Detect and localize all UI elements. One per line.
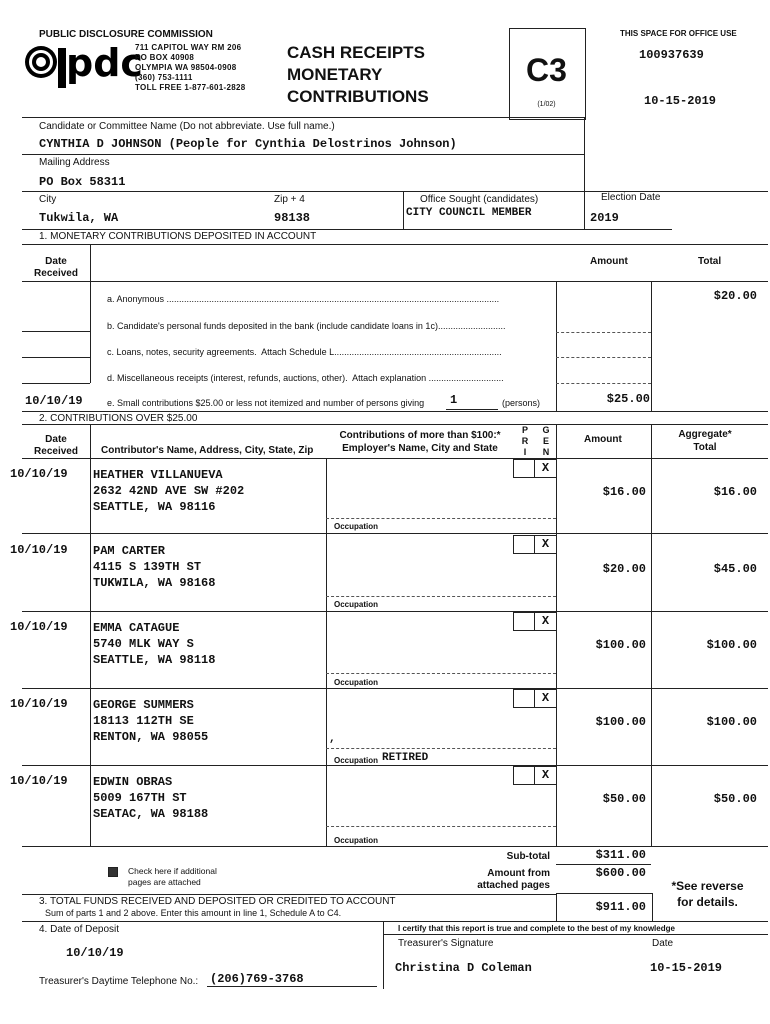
total-funds: $911.00 xyxy=(595,900,646,914)
contributor-name: HEATHER VILLANUEVA xyxy=(93,468,223,482)
row1-date: 10/10/19 xyxy=(10,467,68,481)
employer-header xyxy=(330,429,510,455)
contributor-header: Contributor's Name, Address, City, State, Zip xyxy=(101,445,314,456)
row3-occupation-label: Occupation xyxy=(334,678,379,687)
address-line: PO BOX 40908 xyxy=(135,53,195,62)
contributor-address: 5740 MLK WAY S xyxy=(93,637,194,651)
signature-label: Treasurer's Signature xyxy=(398,938,494,949)
section2-date-header xyxy=(22,434,90,458)
attached-pages-label xyxy=(440,868,550,892)
label-line: pages are attached xyxy=(128,877,201,887)
row4-employer: , xyxy=(329,733,336,745)
candidate-name-label: Candidate or Committee Name (Do not abbreviate. Use full name.) xyxy=(39,121,335,132)
line-e-date: 10/10/19 xyxy=(25,394,83,408)
zip-value: 98138 xyxy=(274,211,311,225)
row2-gen-box[interactable]: X xyxy=(534,535,557,554)
row4-contributor xyxy=(93,697,208,745)
agency-address xyxy=(135,43,246,93)
treasurer-signature: Christina D Coleman xyxy=(395,961,532,975)
contributor-name: PAM CARTER xyxy=(93,544,166,558)
row2-pri-box[interactable] xyxy=(513,535,536,554)
row1-contributor xyxy=(93,467,244,515)
row5-aggregate: $50.00 xyxy=(713,792,757,806)
section3-subtitle: Sum of parts 1 and 2 above. Enter this amount in line 1, Schedule A to C4. xyxy=(45,908,342,918)
row5-occupation-label: Occupation xyxy=(334,836,379,845)
deposit-date-label: 4. Date of Deposit xyxy=(39,924,120,935)
header-text: Date xyxy=(45,256,67,267)
contributor-address: 18113 112TH SE xyxy=(93,714,194,728)
address-line: TOLL FREE 1-877-601-2828 xyxy=(135,83,246,92)
section3-title: 3. TOTAL FUNDS RECEIVED AND DEPOSITED OR CREDITED TO ACCOUNT xyxy=(39,896,396,907)
row1-amount: $16.00 xyxy=(602,485,646,499)
section1-date-header xyxy=(22,256,90,280)
address-line: 711 CAPITOL WAY RM 206 xyxy=(135,43,242,52)
election-date: 2019 xyxy=(590,211,619,225)
section2-title: 2. CONTRIBUTIONS OVER $25.00 xyxy=(39,413,198,424)
form-version: (1/02) xyxy=(537,101,556,108)
office-use-date: 10-15-2019 xyxy=(644,94,717,108)
aggregate-header xyxy=(660,428,750,454)
section1-title: 1. MONETARY CONTRIBUTIONS DEPOSITED IN ACCOUNT xyxy=(39,231,317,242)
contributor-name: EMMA CATAGUE xyxy=(93,621,180,635)
treasurer-phone: (206)769-3768 xyxy=(210,972,304,986)
phone-label: Treasurer's Daytime Telephone No.: xyxy=(39,976,199,987)
header-text: Employer's Name, City and State xyxy=(342,443,498,454)
header-letter: P xyxy=(521,425,528,435)
header-letter: I xyxy=(523,447,527,457)
row2-occupation-label: Occupation xyxy=(334,600,379,609)
header-letter: E xyxy=(542,436,549,446)
deposit-date: 10/10/19 xyxy=(66,946,124,960)
office-use-id: 100937639 xyxy=(639,48,704,62)
row4-occupation-label: Occupation xyxy=(334,756,379,765)
row3-amount: $100.00 xyxy=(595,638,646,652)
note-line: for details. xyxy=(677,895,738,909)
row5-gen-box[interactable]: X xyxy=(534,766,557,785)
contributor-city: SEATAC, WA 98188 xyxy=(93,807,209,821)
title-line: MONETARY xyxy=(287,65,383,84)
election-date-label: Election Date xyxy=(601,192,661,203)
row5-date: 10/10/19 xyxy=(10,774,68,788)
office-use-label: THIS SPACE FOR OFFICE USE xyxy=(620,29,737,38)
section1-amount-header: Amount xyxy=(590,256,628,267)
agency-name: PUBLIC DISCLOSURE COMMISSION xyxy=(39,29,213,40)
office-sought: CITY COUNCIL MEMBER xyxy=(406,207,532,219)
section2-amount-header: Amount xyxy=(584,434,622,445)
contributor-city: SEATTLE, WA 98116 xyxy=(93,500,216,514)
line-d-misc: d. Miscellaneous receipts (interest, refunds, auctions, other). Attach explanation .............................. xyxy=(107,373,504,383)
row2-contributor xyxy=(93,543,215,591)
contributor-city: TUKWILA, WA 98168 xyxy=(93,576,216,590)
row1-gen-box[interactable]: X xyxy=(534,459,557,478)
city-label: City xyxy=(39,194,57,205)
row4-amount: $100.00 xyxy=(595,715,646,729)
row1-aggregate: $16.00 xyxy=(713,485,757,499)
certification-text: I certify that this report is true and complete to the best of my knowledge xyxy=(398,924,675,933)
sign-date: 10-15-2019 xyxy=(650,961,723,975)
header-letter: R xyxy=(521,436,529,446)
office-sought-label: Office Sought (candidates) xyxy=(420,194,539,205)
form-code: C3 xyxy=(526,52,567,88)
row2-date: 10/10/19 xyxy=(10,543,68,557)
note-line: *See reverse xyxy=(671,879,744,893)
row3-pri-box[interactable] xyxy=(513,612,536,631)
row1-pri-box[interactable] xyxy=(513,459,536,478)
contributor-city: RENTON, WA 98055 xyxy=(93,730,209,744)
additional-pages-checkbox[interactable] xyxy=(108,867,118,877)
contributor-address: 5009 167TH ST xyxy=(93,791,187,805)
row2-amount: $20.00 xyxy=(602,562,646,576)
contributor-address: 4115 S 139TH ST xyxy=(93,560,202,574)
row4-date: 10/10/19 xyxy=(10,697,68,711)
header-text: Aggregate* xyxy=(678,429,732,440)
line-b-personal-funds: b. Candidate's personal funds deposited in the bank (include candidate loans in 1c)........................... xyxy=(107,321,506,331)
address-line: (360) 753-1111 xyxy=(135,73,193,82)
contributor-name: EDWIN OBRAS xyxy=(93,775,173,789)
row3-date: 10/10/19 xyxy=(10,620,68,634)
header-letter: N xyxy=(542,447,550,457)
mailing-address: PO Box 58311 xyxy=(39,175,126,189)
label-line: attached pages xyxy=(477,880,550,891)
form-title xyxy=(287,42,429,108)
line-c-loans: c. Loans, notes, security agreements. Attach Schedule L................................................................... xyxy=(107,347,502,357)
row1-occupation-label: Occupation xyxy=(334,522,379,531)
subtotal-label: Sub-total xyxy=(506,851,550,862)
logo-text: pdc xyxy=(66,41,143,85)
row4-aggregate: $100.00 xyxy=(706,715,757,729)
line-e-small-contributions: e. Small contributions $25.00 or less not itemized and number of persons giving xyxy=(107,398,425,408)
header-letter: G xyxy=(542,425,550,435)
header-text: Received xyxy=(34,446,78,457)
row3-aggregate: $100.00 xyxy=(706,638,757,652)
see-reverse-note xyxy=(660,878,755,910)
persons-label: (persons) xyxy=(502,398,541,408)
row4-occupation: RETIRED xyxy=(382,752,429,764)
label-line: Amount from xyxy=(487,868,550,879)
city-value: Tukwila, WA xyxy=(39,211,119,225)
title-line: CASH RECEIPTS xyxy=(287,43,425,62)
line-a-anonymous: a. Anonymous ..................................................................................................................................... xyxy=(107,294,500,304)
zip-label: Zip + 4 xyxy=(274,194,305,205)
header-text: Contributions of more than $100:* xyxy=(339,430,501,441)
contributor-city: SEATTLE, WA 98118 xyxy=(93,653,216,667)
subtotal: $311.00 xyxy=(595,848,646,862)
row3-gen-box[interactable]: X xyxy=(534,612,557,631)
address-line: OLYMPIA WA 98504-0908 xyxy=(135,63,237,72)
header-text: Total xyxy=(693,442,717,453)
section1-total: $20.00 xyxy=(713,289,757,303)
label-line: Check here if additional xyxy=(128,866,217,876)
row5-contributor xyxy=(93,774,208,822)
header-text: Received xyxy=(34,268,78,279)
sign-date-label: Date xyxy=(652,938,674,949)
additional-pages-label xyxy=(128,866,217,888)
row4-pri-box[interactable] xyxy=(513,689,536,708)
contributor-name: GEORGE SUMMERS xyxy=(93,698,194,712)
section1-total-header: Total xyxy=(698,256,722,267)
attached-pages-amount: $600.00 xyxy=(595,866,646,880)
row4-gen-box[interactable]: X xyxy=(534,689,557,708)
contributor-address: 2632 42ND AVE SW #202 xyxy=(93,484,245,498)
row5-pri-box[interactable] xyxy=(513,766,536,785)
title-line: CONTRIBUTIONS xyxy=(287,87,429,106)
header-text: Date xyxy=(45,434,67,445)
pdc-logo xyxy=(22,40,143,88)
gen-header xyxy=(536,425,556,458)
mailing-address-label: Mailing Address xyxy=(39,157,110,168)
persons-count: 1 xyxy=(450,393,458,407)
row3-contributor xyxy=(93,620,215,668)
row2-aggregate: $45.00 xyxy=(713,562,757,576)
candidate-name: CYNTHIA D JOHNSON (People for Cynthia Delostrinos Johnson) xyxy=(39,137,457,151)
row5-amount: $50.00 xyxy=(602,792,646,806)
pri-header xyxy=(515,425,535,458)
line-e-amount: $25.00 xyxy=(606,392,650,406)
